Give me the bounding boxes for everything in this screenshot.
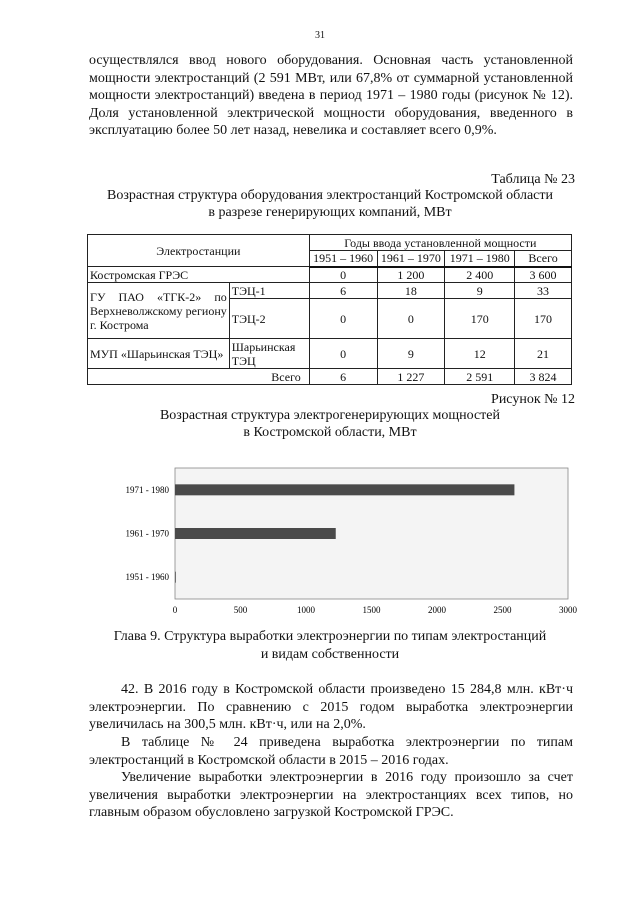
table-row-total — [88, 369, 572, 385]
cell-value: 21 — [515, 339, 572, 369]
table-row — [88, 339, 572, 369]
cell-value: 2 400 — [445, 267, 515, 283]
header-period-1971-1980: 1971 – 1980 — [445, 251, 515, 267]
cell-value: 3 824 — [515, 369, 572, 385]
page-number: 31 — [315, 30, 325, 41]
cell-value: 170 — [515, 299, 572, 339]
cell-value: 33 — [515, 283, 572, 299]
x-tick-label: 1500 — [362, 605, 381, 615]
cell-value: 1 200 — [377, 267, 445, 283]
header-total: Всего — [515, 251, 572, 267]
row-name-mup: МУП «Шарьинская ТЭЦ» — [88, 339, 230, 369]
age-structure-table — [87, 234, 572, 385]
table-label: Таблица № 23 — [491, 172, 575, 187]
cell-value: 0 — [309, 339, 377, 369]
cell-value: 12 — [445, 339, 515, 369]
cell-value: 9 — [377, 339, 445, 369]
bar-1971-1980 — [175, 484, 514, 495]
header-stations: Электростанции — [88, 235, 310, 267]
table-row — [88, 283, 572, 299]
cell-value: 9 — [445, 283, 515, 299]
cell-value: 0 — [309, 267, 377, 283]
row-name-kostroma-gres: Костромская ГРЭС — [88, 267, 310, 283]
cell-value: 3 600 — [515, 267, 572, 283]
figure-title-line-1: Возрастная структура электрогенерирующих мощностей — [159, 408, 501, 423]
figure-12-bar-chart — [120, 460, 590, 615]
cell-value: 2 591 — [445, 369, 515, 385]
table-row — [88, 267, 572, 283]
chapter-title-line-2: и видам собственности — [260, 647, 400, 662]
figure-label: Рисунок № 12 — [491, 392, 575, 407]
category-label: 1951 - 1960 — [125, 572, 169, 583]
header-period-1961-1970: 1961 – 1970 — [377, 251, 445, 267]
cell-value: 6 — [309, 283, 377, 299]
header-period-1951-1960: 1951 – 1960 — [309, 251, 377, 267]
paragraph-table-24: В таблице № 24 приведена выработка электроэнергии по типам электростанций в Костромской области в 2015 – 2016 годах. — [89, 735, 573, 768]
category-label: 1971 - 1980 — [125, 484, 169, 495]
row-subname: ТЭЦ-2 — [229, 299, 309, 339]
cell-value: 6 — [309, 369, 377, 385]
cell-value: 170 — [445, 299, 515, 339]
bar-1961-1970 — [175, 528, 336, 539]
paragraph-intro: осуществлялся ввод нового оборудования. Основная часть установленной мощности электростанций (2 591 МВт, или 67,8% от суммарной установленной мощности электростанций) введена в период 1971 – 1980 годы (рисунок № 12). Доля установленной электрической мощности оборудования, введенного в эксплуатацию более 50 лет назад, невелика и составляет всего 0,9%. — [89, 53, 573, 138]
x-tick-label: 500 — [233, 605, 248, 615]
table-title-line-1: Возрастная структура оборудования электростанций Костромской области — [107, 188, 553, 203]
x-tick-label: 0 — [172, 605, 178, 615]
row-subname: Шарьинская ТЭЦ — [229, 339, 309, 369]
x-tick-label: 3000 — [559, 605, 577, 615]
x-tick-label: 2500 — [493, 605, 512, 615]
row-name-tgk2: ГУ ПАО «ТГК-2» по Верхневолжскому региону г. Кострома — [88, 283, 230, 339]
cell-value: 0 — [309, 299, 377, 339]
paragraph-increase: Увеличение выработки электроэнергии в 2016 году произошло за счет увеличения выработки электроэнергии на электростанциях всех типов, но главным образом обусловлено загрузкой Костромской ГРЭС. — [89, 770, 573, 820]
x-tick-label: 2000 — [428, 605, 446, 615]
table-title-line-2: в разрезе генерирующих компаний, МВт — [208, 205, 452, 220]
x-tick-label: 1000 — [297, 605, 315, 615]
figure-title-line-2: в Костромской области, МВт — [243, 425, 417, 440]
row-name-total: Всего — [88, 369, 310, 385]
paragraph-42: 42. В 2016 году в Костромской области произведено 15 284,8 млн. кВт·ч электроэнергии. По сравнению с 2015 годом выработка электроэнергии увеличилась на 300,5 млн. кВт·ч, или на 2,0%. — [89, 682, 573, 732]
cell-value: 0 — [377, 299, 445, 339]
chapter-title-line-1: Глава 9. Структура выработки электроэнергии по типам электростанций — [113, 629, 547, 644]
category-label: 1961 - 1970 — [125, 528, 169, 539]
cell-value: 18 — [377, 283, 445, 299]
row-subname: ТЭЦ-1 — [229, 283, 309, 299]
cell-value: 1 227 — [377, 369, 445, 385]
header-years: Годы ввода установленной мощности — [309, 235, 571, 251]
bar-1951-1960 — [175, 572, 176, 583]
